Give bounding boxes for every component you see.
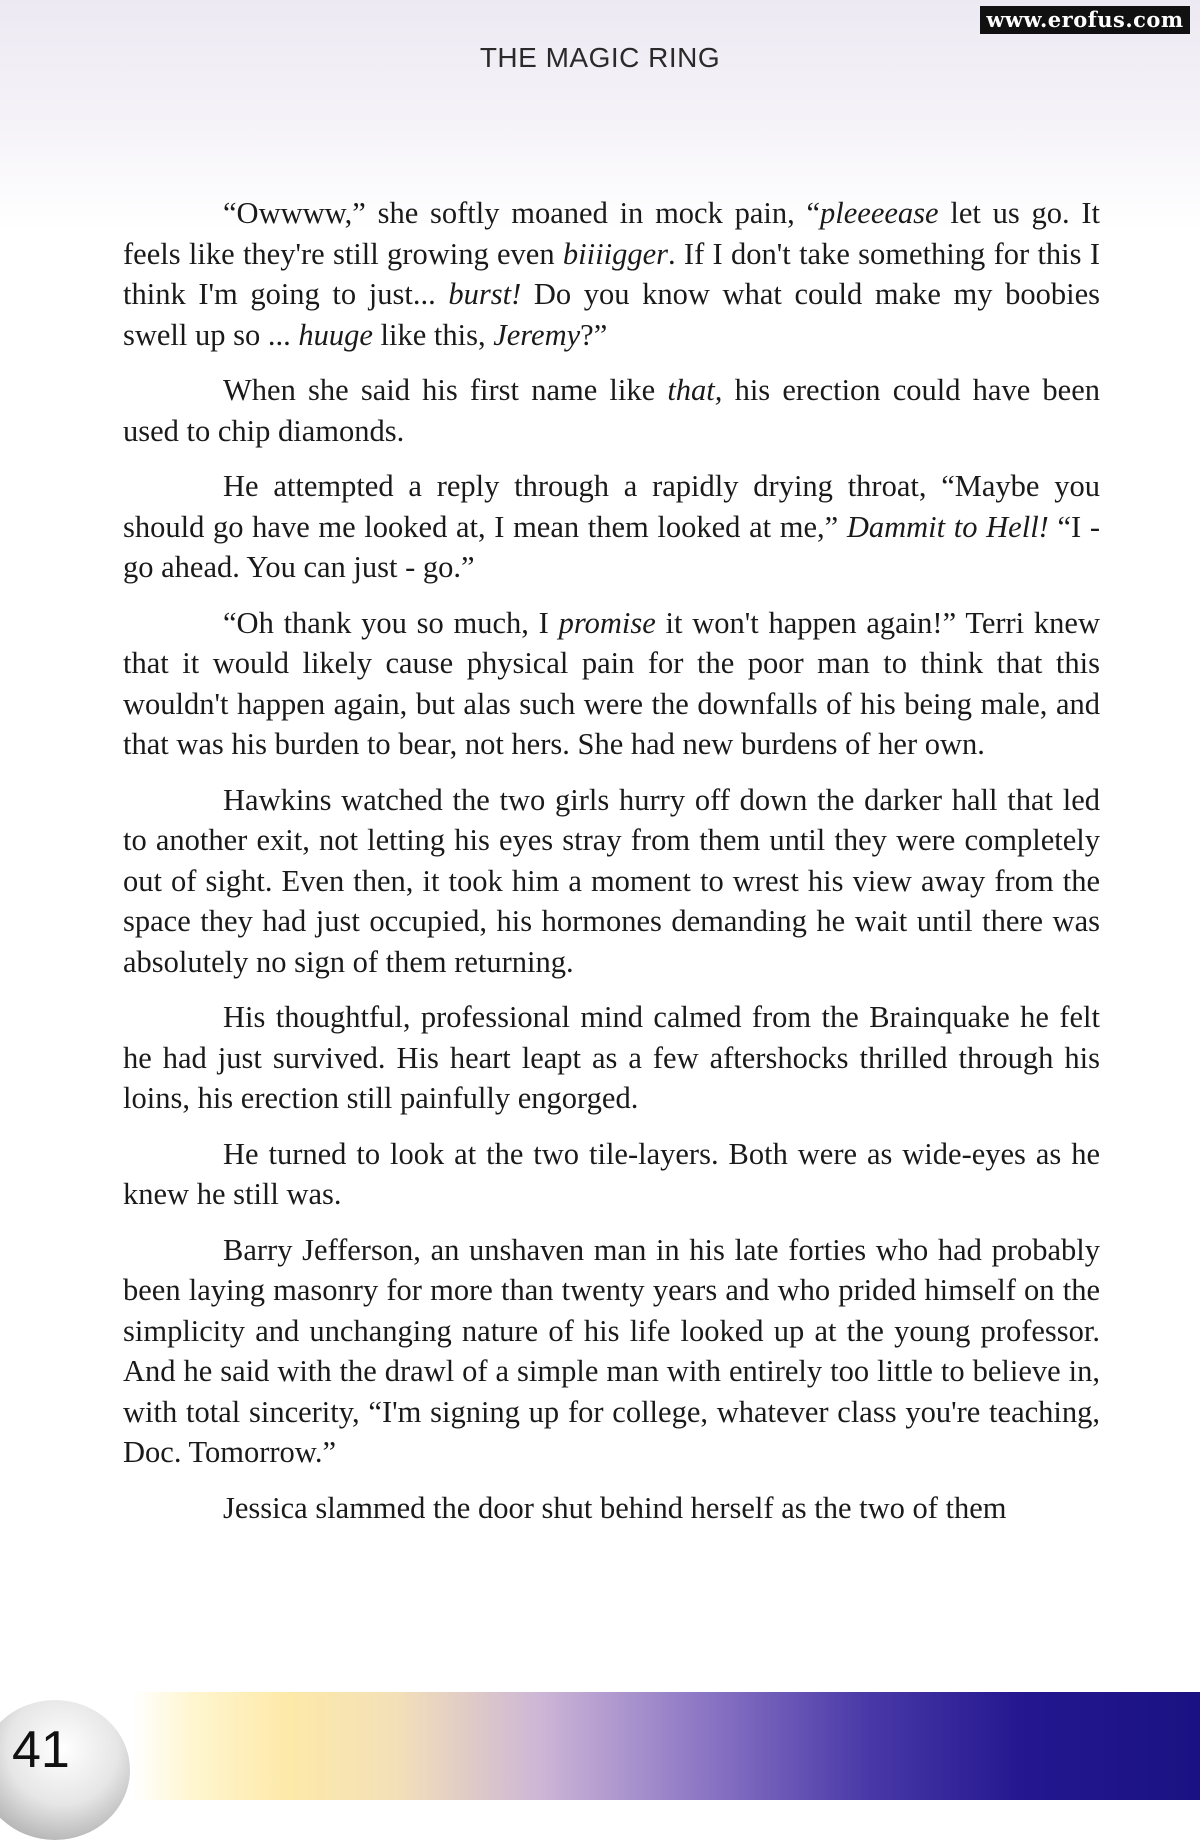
text-run: “Oh thank you so much, I xyxy=(223,605,559,640)
paragraph xyxy=(123,1488,1100,1529)
italic-run: that, xyxy=(667,373,723,407)
text-run: Hawkins watched the two girls hurry off down the darker hall that led to another exit, not letting his eyes stray from them until they were completely out of sight. Even then, it took him a moment to wrest his view away from the space they had just occupied, his hormones demanding he wait until there was absolutely no sign of them returning. xyxy=(123,782,1100,979)
italic-run: promise xyxy=(558,605,656,640)
text-run: Do you know what could make my boobies swell up so ... xyxy=(123,277,1100,352)
paragraph xyxy=(123,997,1100,1119)
text-run: He turned to look at the two tile-layers. Both were as wide-eyes as he knew he still was. xyxy=(123,1136,1100,1211)
paragraph xyxy=(123,1230,1100,1473)
text-run: his erection could have been used to chip diamonds. xyxy=(123,373,1100,448)
footer-band xyxy=(0,1692,1200,1800)
watermark: www.erofus.com xyxy=(980,6,1190,34)
italic-run: pleeeease xyxy=(820,196,939,230)
text-run: His thoughtful, professional mind calmed from the Brainquake he felt he had just survived. His heart leapt as a few aftershocks thrilled through his loins, his erection still painfully engorged. xyxy=(123,1000,1100,1115)
text-run: “Owwww,” she softly moaned in mock pain, “ xyxy=(223,196,821,230)
text-run: He attempted a reply through a rapidly drying throat, “Maybe you should go have me looked at, I mean them looked at me,” xyxy=(123,469,1100,544)
italic-run: huuge xyxy=(298,317,373,352)
paragraph xyxy=(123,780,1100,983)
italic-run: Jeremy xyxy=(493,317,581,352)
text-run: like this, xyxy=(372,317,494,352)
text-run: let us go. It feels like they're still growing even xyxy=(123,196,1100,271)
italic-run: biiiigger xyxy=(562,236,668,271)
paragraph xyxy=(123,1134,1100,1215)
italic-run: burst! xyxy=(448,277,522,311)
text-run: Jessica slammed the door shut behind herself as the two of them xyxy=(223,1490,1007,1525)
text-run: When she said his first name like xyxy=(223,373,668,407)
italic-run: Dammit to Hell! xyxy=(846,509,1049,544)
page-number: 41 xyxy=(12,1721,70,1779)
text-run: Barry Jefferson, an unshaven man in his late forties who had probably been laying masonry for more than twenty years and who prided himself on the simplicity and unchanging nature of his life looked up at the young professor. And he said with the drawl of a simple man with entirely too little to believe in, with total sincerity, “I'm signing up for college, whatever class you're teaching, Doc. Tomorrow.” xyxy=(123,1232,1100,1469)
running-title: THE MAGIC RING xyxy=(479,42,721,73)
text-run: “I - go ahead. You can just - go.” xyxy=(123,509,1100,584)
text-run: . If I don't take something for this I think I'm going to just... xyxy=(123,236,1100,311)
text-run: ?” xyxy=(580,317,608,352)
paragraph xyxy=(123,193,1100,355)
text-run: it won't happen again!” Terri knew that it would likely cause physical pain for the poor man to think that this wouldn't happen again, but alas such were the downfalls of his being male, and that was his burden to bear, not hers. She had new burdens of her own. xyxy=(123,605,1100,761)
body-text xyxy=(123,193,1100,1543)
paragraph xyxy=(123,466,1100,588)
paragraph xyxy=(123,370,1100,451)
paragraph xyxy=(123,603,1100,765)
